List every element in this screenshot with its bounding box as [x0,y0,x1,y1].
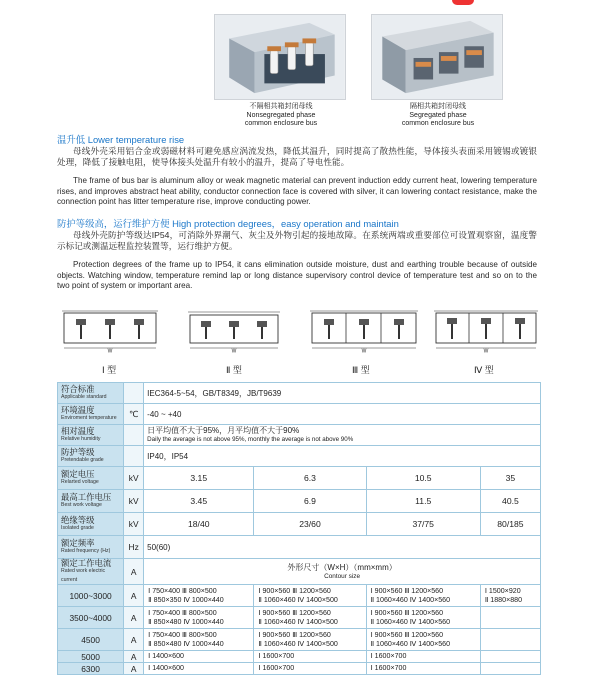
unit-cell: A [124,663,144,675]
value-cell: 80/185 [480,513,540,536]
size-value: Ⅱ 1060×460 Ⅳ 1400×560 [370,639,451,648]
caption-en: common enclosure bus [401,120,475,128]
unit-cell [124,383,144,404]
caption-zh: 不隔相共箱封闭母线 [249,103,313,110]
size-value: Ⅰ 1400×600 [148,664,184,673]
nonsegregated-bus-photo [214,14,346,100]
type-4-label: Ⅳ 型 [474,365,494,375]
table-row [58,425,541,446]
label-cell: 额定工作电流 Rated work electric current [58,559,124,585]
value-cell: 37/75 [366,513,480,536]
label-cell: 符合标准 Applicable standard [58,383,124,404]
table-row [58,607,541,629]
contour-size-header: 外形尺寸（W×H）（mm×mm） Contour size [144,559,541,585]
width-label: W [483,348,489,353]
size-value: Ⅰ 750×400 Ⅲ 800×500 [148,630,217,639]
width-label: W [231,348,237,353]
label-cell: 额定电压 Relarted voltage [58,467,124,490]
type-1-diagram [60,307,160,353]
size-value: Ⅱ 1060×460 Ⅳ 1400×500 [258,595,338,604]
caption-en: Segregated phase [409,111,467,119]
frequency-value: 50(60) [144,536,541,559]
value-cell: 6.9 [254,490,366,513]
caption-en: common enclosure bus [244,120,318,128]
value-cell: 18/40 [144,513,254,536]
section-protection-en: Protection degrees of the frame up to IP54, it cans elimination outside moisture, dust and earthing trouble because of outside objects. Watching window, temperature remind lap or long distance supervisory control device of temperature test and so on to the two point of system or important area. [57,260,537,291]
size-value: Ⅱ 850×480 Ⅳ 1000×440 [148,617,224,626]
size-value: Ⅰ 1600×700 [258,664,295,673]
table-row [58,536,541,559]
size-cell [144,663,254,675]
size-value: Ⅱ 1060×460 Ⅳ 1400×500 [258,617,338,626]
size-value: Ⅰ 900×560 Ⅲ 1200×560 [370,630,444,639]
type-3-label: Ⅲ 型 [352,365,370,375]
unit-cell: kV [124,467,144,490]
size-cell [480,629,540,651]
label-cell: 额定频率 Rated frequency (Hz) [58,536,124,559]
size-value: Ⅱ 850×350 Ⅳ 1000×440 [148,595,224,604]
size-value: Ⅱ 850×480 Ⅳ 1000×440 [148,639,224,648]
caption-zh: 隔相共箱封闭母线 [410,103,466,110]
table-row [58,490,541,513]
size-cell [254,651,366,663]
unit-cell: Hz [124,536,144,559]
unit-cell: kV [124,490,144,513]
unit-cell: kV [124,513,144,536]
unit-cell: A [124,585,144,607]
size-cell [144,607,254,629]
nonsegregated-caption [196,103,366,129]
size-value: Ⅱ 1060×460 Ⅳ 1400×560 [370,595,451,604]
section-temperature-en: The frame of bus bar is aluminum alloy or weak magnetic material can prevent induction eddy current heat, lowering temperature rises, and improves abstract heat ability, conductor connection face is covered with silver, it can lowering contact resistance, make the connection point has litter temperature rise, improve conducting power. [57,176,537,207]
table-row [58,629,541,651]
unit-cell: A [124,607,144,629]
size-cell [480,663,540,675]
size-value: Ⅰ 750×400 Ⅲ 800×500 [148,586,217,595]
size-cell [480,651,540,663]
value-cell: 35 [480,467,540,490]
type-2-label: Ⅱ 型 [226,365,242,375]
size-cell [254,663,366,675]
size-cell [254,607,366,629]
current-label: 4500 [58,629,124,651]
size-cell [254,585,366,607]
label-cell: 绝缘等级 Isolated grade [58,513,124,536]
segregated-caption [353,103,523,129]
corner-accent [452,0,474,5]
value-cell: 23/60 [254,513,366,536]
size-value: Ⅰ 1600×700 [370,652,407,661]
unit-cell [124,446,144,467]
unit-cell: ℃ [124,404,144,425]
caption-en: Nonsegregated phase [246,111,316,119]
unit-cell: A [124,629,144,651]
value-cell: 11.5 [366,490,480,513]
table-row [58,663,541,675]
value-cell: 40.5 [480,490,540,513]
size-value: Ⅰ 1500×920 [484,586,521,595]
size-cell [366,585,480,607]
size-value: Ⅱ 1880×880 [484,595,523,604]
table-row [58,383,541,404]
size-value: Ⅰ 900×560 Ⅲ 1200×560 [370,586,444,595]
section-temperature-zh: 母线外壳采用铝合金或弱磁材料可避免感应涡流发热，降低其温升，同时提高了散热性能，导体接头表面采用镀锡或镀银处理，降低了接触电阻，使导体接头处温升有较小的温升，提高了导电性能。 [57,146,537,168]
size-cell [366,607,480,629]
protection-value: IP40，IP54 [144,446,541,467]
size-cell [366,663,480,675]
size-cell [480,607,540,629]
standard-value: IEC364-5~54，GB/T8349，JB/T9639 [144,383,541,404]
type-2-diagram [186,307,282,353]
size-value: Ⅱ 1060×460 Ⅳ 1400×500 [258,639,338,648]
size-value: Ⅰ 900×560 Ⅲ 1200×560 [370,608,444,617]
type-3-diagram [308,307,420,353]
label-cell: 相对温度 Relative humidity [58,425,124,446]
segregated-bus-photo [371,14,503,100]
size-cell [144,651,254,663]
table-row [58,559,541,585]
current-label: 3500~4000 [58,607,124,629]
size-value: Ⅰ 1600×700 [370,664,407,673]
type-4-diagram [432,307,540,353]
size-cell [144,629,254,651]
size-value: Ⅰ 1600×700 [258,652,295,661]
size-value: Ⅱ 1060×460 Ⅳ 1400×560 [370,617,451,626]
label-cell: 防护等级 Pretendable grade [58,446,124,467]
table-row [58,467,541,490]
current-label: 6300 [58,663,124,675]
size-cell [366,651,480,663]
table-row [58,404,541,425]
value-cell: 10.5 [366,467,480,490]
value-cell: 6.3 [254,467,366,490]
size-value: Ⅰ 900×560 Ⅲ 1200×560 [258,630,331,639]
table-row [58,446,541,467]
spec-table [57,382,541,675]
size-cell [254,629,366,651]
current-label: 5000 [58,651,124,663]
unit-cell [124,425,144,446]
value-cell: 3.45 [144,490,254,513]
section-title-temperature: 温升低 Lower temperature rise [57,134,185,145]
label-cell: 最高工作电压 Best work voltage [58,490,124,513]
table-row [58,585,541,607]
current-label: 1000~3000 [58,585,124,607]
value-cell: 3.15 [144,467,254,490]
section-protection-zh: 母线外壳防护等级达IP54，可消除外界潮气、灰尘及外物引起的接地故障。在系统两端或重要部位可设置观察窗，温度警示标记或测温远程监控装置等，运行维护方便。 [57,230,537,252]
size-value: Ⅰ 1400×600 [148,652,184,661]
size-value: Ⅰ 900×560 Ⅲ 1200×560 [258,608,331,617]
humidity-value: 日平均值不大于95%，月平均值不大于90% Daily the average is not above 95%, monthly the average is not above 90% [144,425,541,446]
unit-cell: A [124,559,144,585]
label-cell: 环境温度 Enviroment temperature [58,404,124,425]
width-label: W [361,348,367,353]
size-cell [144,585,254,607]
temperature-value: -40 ~ +40 [144,404,541,425]
width-label: W [107,348,113,353]
section-title-protection: 防护等级高，运行维护方便 High protection degrees，easy operation and maintain [57,218,399,229]
table-row [58,513,541,536]
size-cell [480,585,540,607]
size-value: Ⅰ 750×400 Ⅲ 800×500 [148,608,217,617]
size-value: Ⅰ 900×560 Ⅲ 1200×560 [258,586,331,595]
table-row [58,651,541,663]
type-1-label: Ⅰ 型 [102,365,117,375]
size-cell [366,629,480,651]
unit-cell: A [124,651,144,663]
